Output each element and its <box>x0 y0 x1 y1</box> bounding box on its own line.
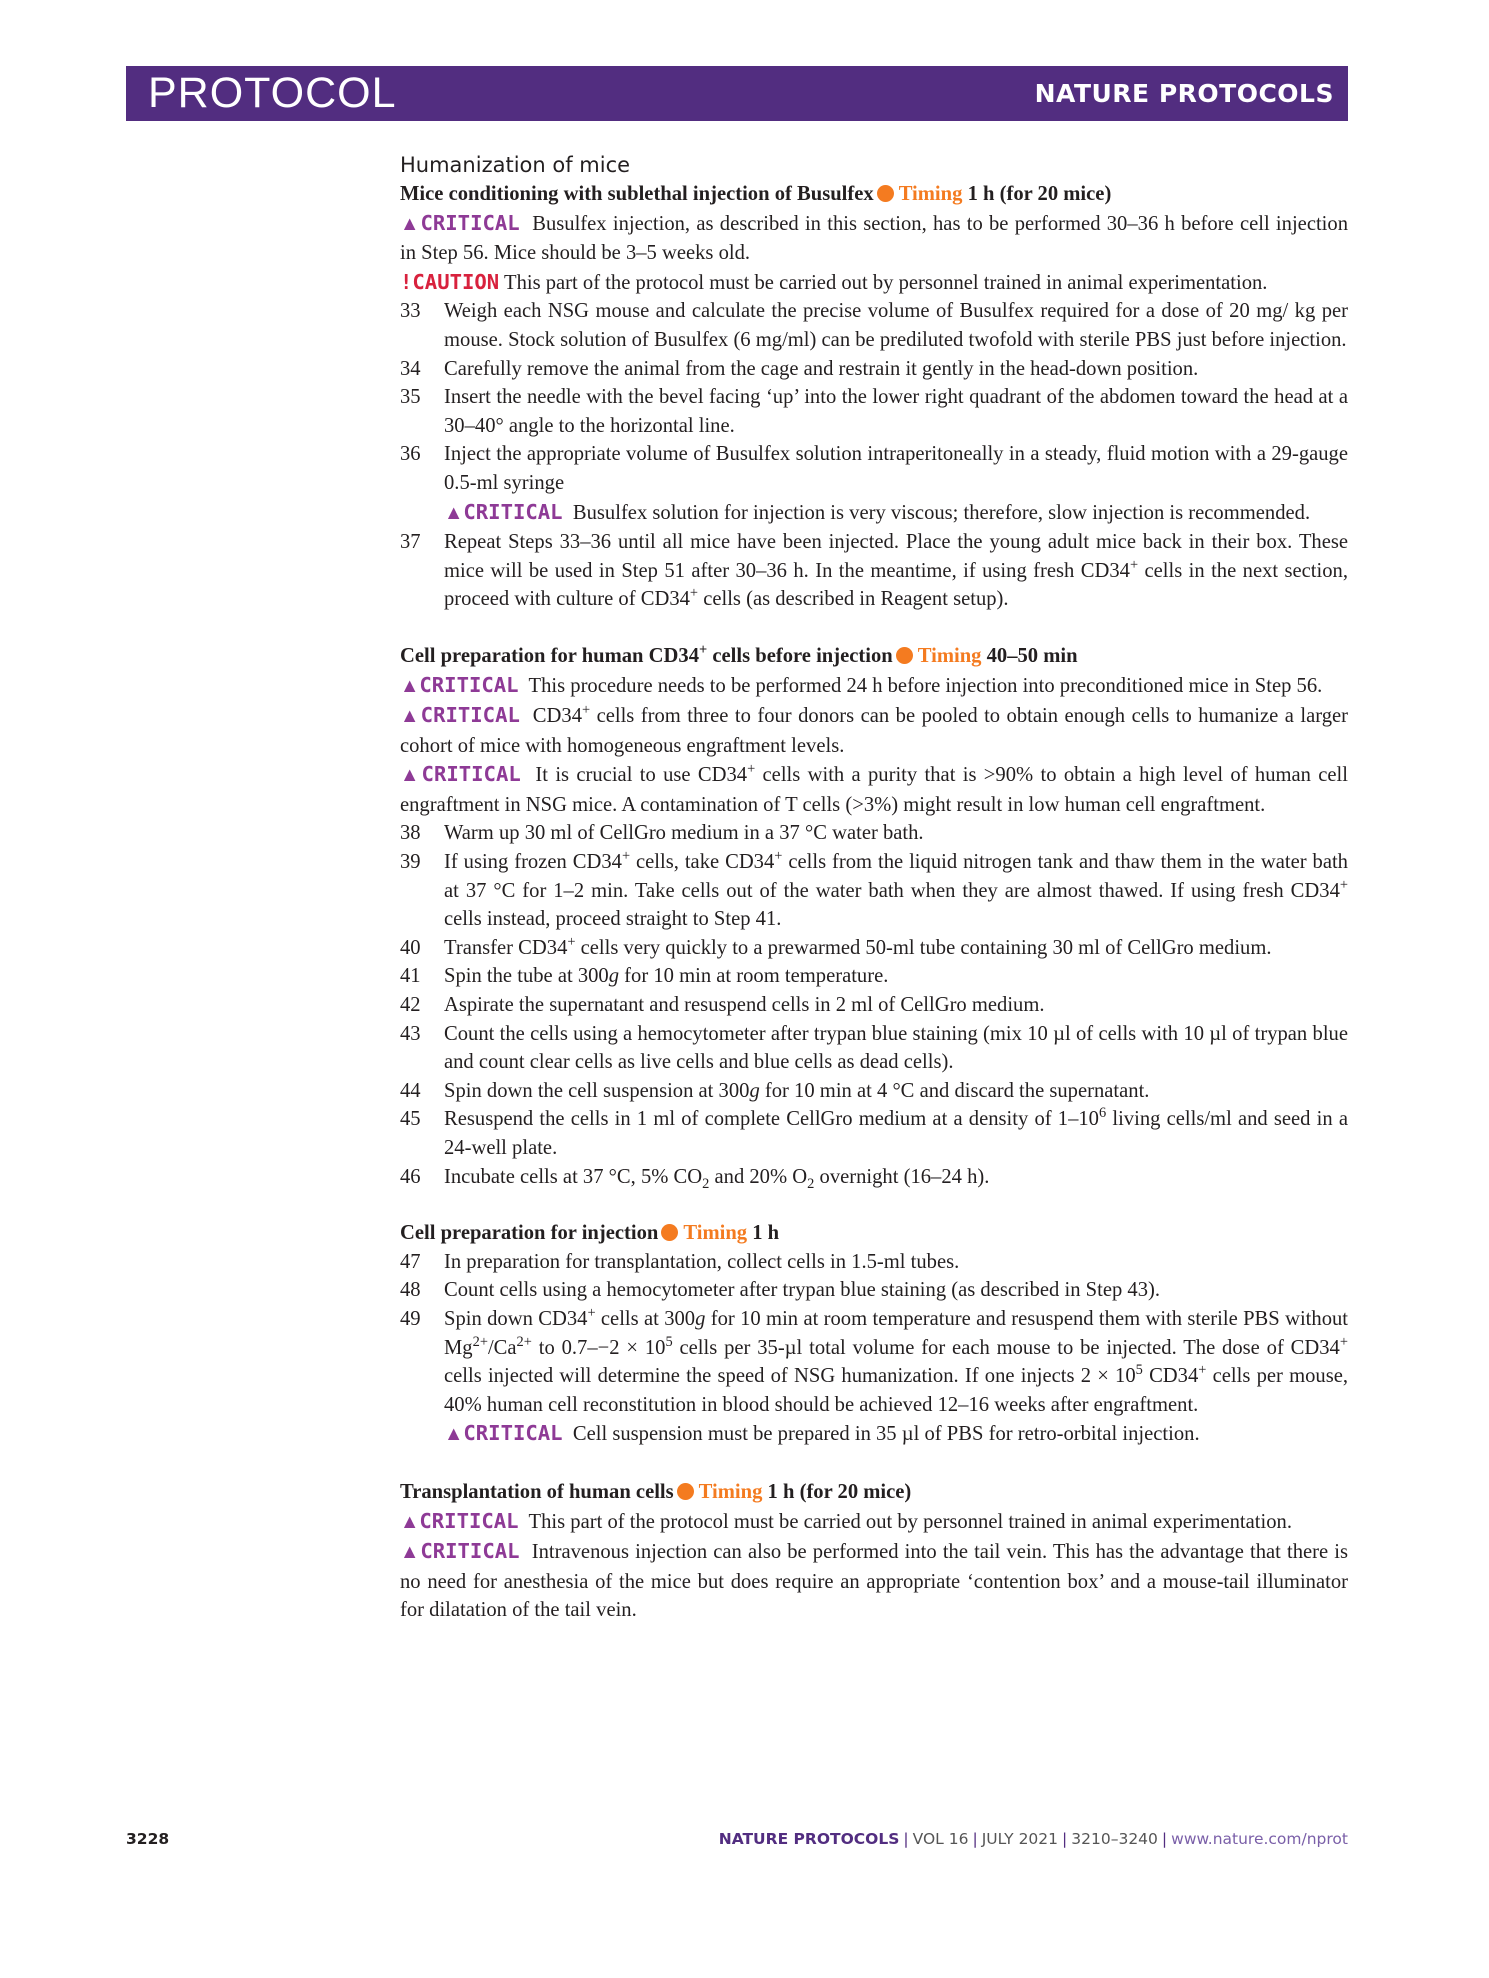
text-run: cells with a purity that is >90% to obtain a high level of human cell engraftment in NSG mice. A contamination of T cells (>3%) might result in low human cell engraftment. <box>400 764 1348 816</box>
footer-citation <box>719 1830 1348 1848</box>
italic-unit: g <box>608 965 620 988</box>
text-run: and 20% O <box>709 1165 808 1188</box>
superscript: + <box>621 848 631 865</box>
superscript: + <box>699 642 708 659</box>
step-number: 38 <box>400 822 421 845</box>
article-body <box>400 150 1348 1625</box>
text-run: /Ca <box>487 1336 517 1359</box>
footer-journal: NATURE PROTOCOLS <box>718 1830 900 1848</box>
critical-text: Intravenous injection can also be performed into the tail vein. This has the advantage that there is no need for anesthesia of the mice but does require an appropriate ‘contention box’ and a mouse-tail illuminator for dilatation of the tail vein. <box>400 1541 1348 1622</box>
step-text: Carefully remove the animal from the cage and restrain it gently in the head-down position. <box>444 357 1199 380</box>
critical-note <box>400 671 1348 702</box>
page-number: 3228 <box>126 1830 170 1848</box>
superscript: + <box>689 585 699 602</box>
italic-unit: g <box>695 1307 706 1330</box>
timing-dot-icon <box>677 1483 694 1500</box>
critical-note <box>400 1537 1348 1625</box>
text-run: cells injected will determine the speed of NSG humanization. If one injects 2 × 10 <box>444 1365 1136 1388</box>
step-text <box>444 934 1348 963</box>
caution-note <box>400 268 1348 298</box>
step-40 <box>400 934 1348 963</box>
critical-triangle-icon: ▲ <box>400 765 422 787</box>
step-47 <box>400 1248 1348 1277</box>
text-run: for 10 min at room temperature and resuspend them with sterile PBS without Mg <box>444 1307 1349 1359</box>
timing-label: Timing <box>898 183 963 205</box>
critical-note <box>400 701 1348 760</box>
step-text <box>444 1077 1348 1106</box>
step-33 <box>400 297 1348 354</box>
step-content <box>444 1305 1348 1450</box>
critical-note <box>400 1507 1348 1538</box>
text-run: If using frozen CD34 <box>444 851 622 874</box>
step-38 <box>400 819 1348 848</box>
step-number: 43 <box>400 1022 421 1045</box>
critical-text: Cell suspension must be prepared in 35 µl of PBS for retro-orbital injection. <box>572 1423 1200 1446</box>
caution-label: CAUTION <box>412 269 500 294</box>
text-run: cells very quickly to a prewarmed 50-ml tube containing 30 ml of CellGro medium. <box>575 936 1272 959</box>
step-number: 35 <box>400 386 421 409</box>
text-run: for 10 min at 4 °C and discard the supernatant. <box>759 1079 1150 1102</box>
superscript: 6 <box>1098 1105 1107 1122</box>
text-run: Incubate cells at 37 °C, 5% CO <box>444 1165 703 1188</box>
step-text: Count cells using a hemocytometer after trypan blue staining (as described in Step 43). <box>444 1279 1161 1302</box>
timing-duration: 1 h (for 20 mice) <box>967 183 1112 205</box>
superscript: 5 <box>665 1333 673 1350</box>
timing-duration: 1 h <box>752 1222 780 1245</box>
superscript: + <box>747 761 756 778</box>
step-number: 34 <box>400 357 421 380</box>
critical-label: CRITICAL <box>463 499 563 524</box>
footer-pages: 3210–3240 <box>1071 1830 1158 1848</box>
critical-triangle-icon: ▲ <box>400 213 421 235</box>
superscript: 5 <box>1135 1362 1143 1379</box>
caution-exclamation-icon: ! <box>400 269 413 294</box>
critical-label: CRITICAL <box>419 672 519 697</box>
footer-separator: | <box>903 1830 909 1848</box>
text-run: cells, take CD34 <box>630 851 775 874</box>
section-title: Humanization of mice <box>400 153 631 177</box>
critical-text: Busulfex injection, as described in this section, has to be performed 30–36 h before cell injection in Step 56. Mice should be 3–5 weeks old. <box>400 212 1348 265</box>
critical-label: CRITICAL <box>419 1508 519 1533</box>
step-number: 40 <box>400 936 421 959</box>
critical-note <box>444 498 1348 529</box>
step-text <box>444 528 1348 614</box>
superscript: + <box>1339 876 1348 893</box>
step-45 <box>400 1105 1348 1162</box>
step-number: 48 <box>400 1279 421 1302</box>
critical-note <box>444 1419 1348 1450</box>
step-48 <box>400 1276 1348 1305</box>
step-number: 39 <box>400 851 421 874</box>
text-run: cells from the liquid nitrogen tank and thaw them in the water bath at 37 °C for 1–2 min. Take cells out of the water bath when they are almost thawed. If using fresh CD34 <box>444 851 1348 902</box>
step-text: Insert the needle with the bevel facing ‘up’ into the lower right quadrant of the abdomen toward the head at a 30–40° angle to the horizontal line. <box>444 386 1348 437</box>
step-39 <box>400 848 1348 934</box>
critical-triangle-icon: ▲ <box>444 502 464 524</box>
step-41 <box>400 962 1348 991</box>
caution-text: This part of the protocol must be carried out by personnel trained in animal experimentation. <box>503 271 1268 294</box>
critical-text: Busulfex solution for injection is very viscous; therefore, slow injection is recommended. <box>572 501 1311 524</box>
step-number: 44 <box>400 1079 421 1102</box>
step-text: In preparation for transplantation, collect cells in 1.5-ml tubes. <box>444 1250 960 1273</box>
timing-dot-icon <box>877 185 894 202</box>
critical-text: This procedure needs to be performed 24 h before injection into preconditioned mice in Step 56. <box>528 674 1323 697</box>
text-run: cells per mouse, 40% human cell reconstitution in blood should be achieved 12–16 weeks after engraftment. <box>444 1365 1348 1416</box>
page-footer <box>0 1824 1489 1854</box>
step-37 <box>400 528 1348 614</box>
superscript: + <box>1198 1362 1207 1379</box>
step-46 <box>400 1163 1348 1192</box>
superscript: + <box>582 702 591 719</box>
text-run: Spin down CD34 <box>444 1307 588 1330</box>
text-run: Transfer CD34 <box>444 936 568 959</box>
text-run: cells per 35-µl total volume for each mouse to be injected. The dose of CD34 <box>672 1336 1340 1359</box>
critical-label: CRITICAL <box>420 1539 520 1564</box>
superscript: + <box>587 1305 596 1322</box>
subhead-injection-prep <box>400 1219 1348 1248</box>
step-text: Inject the appropriate volume of Busulfex solution intraperitoneally in a steady, fluid motion with a 29-gauge 0.5-ml syringe <box>444 443 1348 494</box>
text-run: cells (as described in Reagent setup). <box>698 588 1009 611</box>
step-number: 37 <box>400 531 421 554</box>
footer-separator: | <box>1062 1830 1068 1848</box>
text-run: CD34 <box>532 705 582 728</box>
timing-dot-icon <box>661 1224 678 1241</box>
step-number: 49 <box>400 1307 421 1330</box>
step-number: 33 <box>400 300 421 323</box>
subscript: 2 <box>702 1175 710 1192</box>
step-43 <box>400 1020 1348 1077</box>
text-run: Resuspend the cells in 1 ml of complete CellGro medium at a density of 1–10 <box>444 1108 1099 1131</box>
header-protocol-label: PROTOCOL <box>148 69 397 117</box>
step-number: 36 <box>400 443 421 466</box>
superscript: + <box>567 933 576 950</box>
superscript: + <box>1339 1333 1348 1350</box>
superscript: + <box>774 848 783 865</box>
critical-label: CRITICAL <box>420 210 520 235</box>
subhead-title: Cell preparation for human CD34 <box>400 644 700 667</box>
step-content <box>444 440 1348 528</box>
step-text: Aspirate the supernatant and resuspend cells in 2 ml of CellGro medium. <box>444 994 1045 1017</box>
step-text <box>444 848 1348 934</box>
text-run: overnight (16–24 h). <box>814 1165 990 1188</box>
step-number: 42 <box>400 994 421 1017</box>
subhead-cd34-preparation <box>400 642 1348 671</box>
timing-duration: 40–50 min <box>986 644 1078 667</box>
text-run: Spin the tube at 300 <box>444 965 609 988</box>
critical-label: CRITICAL <box>420 703 520 728</box>
subhead-title: Cell preparation for injection <box>400 1222 659 1245</box>
subhead-title: Transplantation of human cells <box>400 1480 674 1503</box>
step-text <box>444 1163 1348 1192</box>
timing-label: Timing <box>917 644 982 667</box>
subhead-busulfex <box>400 180 1348 209</box>
critical-triangle-icon: ▲ <box>400 1542 421 1564</box>
text-run: cells at 300 <box>595 1307 696 1330</box>
text-run: Repeat Steps 33–36 until all mice have been injected. Place the young adult mice back in their box. These mice will be used in Step 51 after 30–36 h. In the meantime, if using fresh CD34 <box>444 531 1348 582</box>
step-42 <box>400 991 1348 1020</box>
critical-note <box>400 209 1348 268</box>
critical-triangle-icon: ▲ <box>400 1511 420 1533</box>
step-text <box>444 962 1348 991</box>
footer-date: JULY 2021 <box>981 1830 1059 1848</box>
header-journal-name: NATURE PROTOCOLS <box>1034 79 1334 108</box>
step-text: Warm up 30 ml of CellGro medium in a 37 °C water bath. <box>444 822 924 845</box>
italic-unit: g <box>749 1079 760 1102</box>
critical-label: CRITICAL <box>463 1421 563 1446</box>
critical-triangle-icon: ▲ <box>400 675 420 697</box>
step-text: Count the cells using a hemocytometer after trypan blue staining (mix 10 µl of cells with 10 µl of trypan blue and count clear cells as live cells and blue cells as dead cells). <box>444 1022 1348 1074</box>
step-number: 47 <box>400 1250 421 1273</box>
step-number: 45 <box>400 1108 421 1131</box>
step-35 <box>400 383 1348 440</box>
text-run: living cells/ml and seed in a 24-well plate. <box>444 1108 1348 1159</box>
timing-duration: 1 h (for 20 mice) <box>767 1480 912 1503</box>
critical-triangle-icon: ▲ <box>444 1424 464 1446</box>
footer-volume: VOL 16 <box>912 1830 969 1848</box>
footer-separator: | <box>1161 1830 1168 1848</box>
timing-label: Timing <box>698 1480 763 1503</box>
step-number: 41 <box>400 965 421 988</box>
subhead-transplantation <box>400 1478 1348 1507</box>
step-49 <box>400 1305 1348 1450</box>
timing-label: Timing <box>683 1222 748 1245</box>
text-run: for 10 min at room temperature. <box>619 965 889 988</box>
text-run: Spin down the cell suspension at 300 <box>444 1079 750 1102</box>
text-run: CD34 <box>1142 1365 1199 1388</box>
critical-note <box>400 760 1348 819</box>
step-text <box>444 1305 1348 1419</box>
step-34 <box>400 355 1348 384</box>
step-text <box>444 1105 1348 1162</box>
step-text: Weigh each NSG mouse and calculate the precise volume of Busulfex required for a dose of 20 mg/ kg per mouse. Stock solution of Busulfex (6 mg/ml) can be prediluted twofold with sterile PBS just before injection. <box>444 300 1348 351</box>
critical-text: This part of the protocol must be carried out by personnel trained in animal experimentation. <box>528 1510 1292 1533</box>
text-run: to 0.7–−2 × 10 <box>531 1336 666 1359</box>
header-banner <box>126 66 1348 121</box>
subhead-title: cells before injection <box>707 644 893 667</box>
critical-label: CRITICAL <box>421 762 521 787</box>
step-44 <box>400 1077 1348 1106</box>
text-run: cells instead, proceed straight to Step 41. <box>444 908 782 931</box>
subhead-busulfex-title: Mice conditioning with sublethal injection of Busulfex <box>400 183 874 205</box>
subscript: 2 <box>807 1175 815 1192</box>
superscript: + <box>1129 556 1139 573</box>
text-run: cells in the next section, proceed with culture of CD34 <box>444 559 1348 611</box>
footer-url-link[interactable]: www.nature.com/nprot <box>1171 1830 1348 1848</box>
superscript: 2+ <box>472 1333 488 1350</box>
text-run: cells from three to four donors can be pooled to obtain enough cells to humanize a larger cohort of mice with homogeneous engraftment levels. <box>400 705 1348 757</box>
timing-dot-icon <box>896 647 913 664</box>
text-run: It is crucial to use CD34 <box>535 764 748 787</box>
step-number: 46 <box>400 1165 421 1188</box>
critical-triangle-icon: ▲ <box>400 706 421 728</box>
step-36 <box>400 440 1348 528</box>
footer-separator: | <box>972 1830 978 1848</box>
superscript: 2+ <box>516 1333 532 1350</box>
